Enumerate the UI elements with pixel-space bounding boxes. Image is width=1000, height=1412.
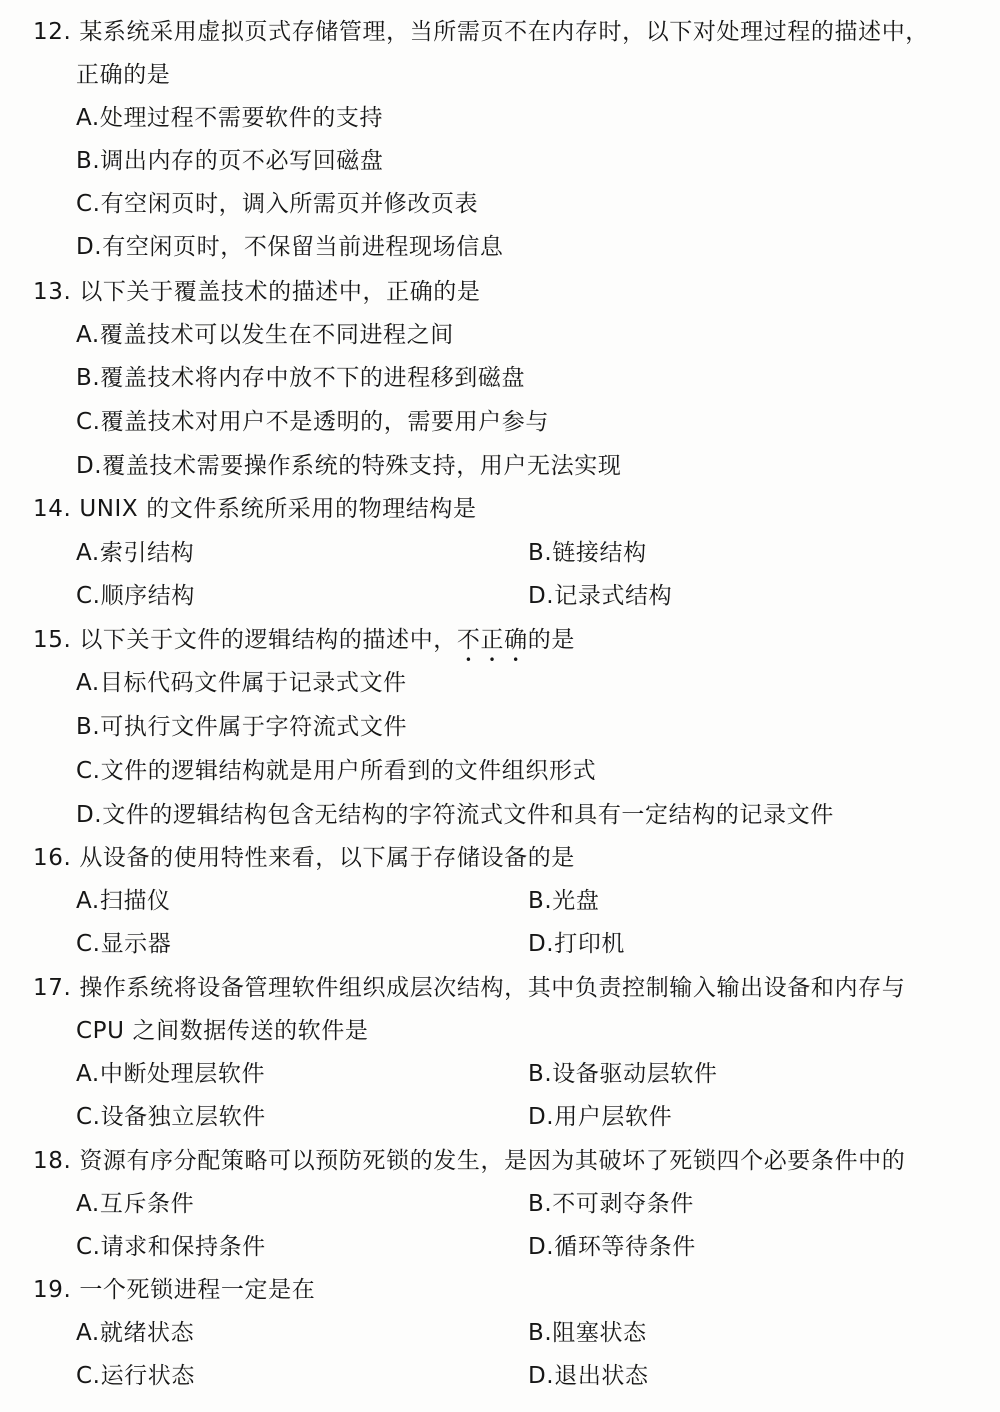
question-stem-text: 操作系统将设备管理软件组织成层次结构，其中负责控制输入输出设备和内存与 [79,975,906,1001]
question-number: 12. [33,19,72,45]
option-text: 有空闲页时，调入所需页并修改页表 [100,191,479,217]
option-letter: A. [76,540,100,566]
question-14-option-c [76,580,195,612]
question-19-stem [33,1274,315,1306]
question-13-option-d [76,450,621,482]
option-letter: B. [76,365,101,391]
option-text: 文件的逻辑结构就是用户所看到的文件组织形式 [100,758,597,784]
option-text: 文件的逻辑结构包含无结构的字符流式文件和具有一定结构的记录文件 [102,802,834,828]
question-18-stem [33,1145,905,1177]
question-12-option-a [76,102,383,134]
question-12-option-c [76,188,478,220]
question-number: 14. [33,496,72,522]
question-15-stem [33,624,575,667]
option-letter: A. [76,888,100,914]
question-16-option-b [528,885,600,917]
question-17-option-a [76,1058,265,1090]
question-12-stem-line-2: 正确的是 [76,62,171,88]
option-text: 运行状态 [100,1363,195,1389]
question-stem-text: 资源有序分配策略可以预防死锁的发生，是因为其破坏了死锁四个必要条件中的 [79,1148,906,1174]
question-stem-emphasis: 不正确 [456,627,528,653]
option-text: 有空闲页时，不保留当前进程现场信息 [102,234,504,260]
option-text: 索引结构 [99,540,195,566]
option-text: 覆盖技术需要操作系统的特殊支持，用户无法实现 [102,453,622,479]
question-16-option-d [528,928,625,960]
option-letter: C. [76,409,101,435]
question-13-stem [33,276,481,308]
option-letter: B. [528,1191,553,1217]
question-17-stem-line-1 [33,972,905,1004]
question-15-option-c [76,755,596,787]
option-text: 互斥条件 [99,1191,195,1217]
option-letter: B. [76,148,101,174]
question-number: 17. [33,975,72,1001]
option-text: 顺序结构 [100,583,195,609]
question-stem-text-after: 的是 [527,627,575,653]
question-stem-text: 以下关于覆盖技术的描述中，正确的是 [79,279,481,305]
option-text: 处理过程不需要软件的支持 [99,105,384,131]
question-15-option-b [76,711,407,743]
option-text: 显示器 [100,931,172,957]
option-letter: C. [76,583,101,609]
question-stem-text-before: 以下关于文件的逻辑结构的描述中， [79,627,457,653]
option-letter: C. [76,191,101,217]
question-number: 13. [33,279,72,305]
question-12-option-d [76,231,503,263]
option-text: 循环等待条件 [554,1234,696,1260]
question-12-option-b [76,145,384,177]
option-letter: A. [76,670,100,696]
question-number: 15. [33,627,72,653]
option-text: 覆盖技术对用户不是透明的，需要用户参与 [100,409,549,435]
question-18-option-d [528,1231,696,1263]
question-14-option-b [528,537,647,569]
option-text: 光盘 [552,888,600,914]
question-18-option-c [76,1231,266,1263]
option-text: 调出内存的页不必写回磁盘 [100,148,384,174]
option-letter: C. [76,931,101,957]
question-19-option-c [76,1360,195,1392]
option-text: 链接结构 [552,540,647,566]
option-text: 用户层软件 [554,1104,673,1130]
option-letter: D. [76,802,103,828]
question-14-option-d [528,580,672,612]
question-stem-text: 从设备的使用特性来看，以下属于存储设备的是 [79,845,575,871]
question-19-option-d [528,1360,649,1392]
option-text: 不可剥夺条件 [552,1191,694,1217]
option-text: 退出状态 [554,1363,649,1389]
option-letter: A. [76,1191,100,1217]
option-letter: C. [76,1234,101,1260]
question-stem-text: 某系统采用虚拟页式存储管理，当所需页不在内存时，以下对处理过程的描述中， [79,19,929,45]
question-15-option-d [76,799,834,831]
option-letter: D. [528,1363,555,1389]
question-stem-text: 一个死锁进程一定是在 [79,1277,316,1303]
option-letter: D. [528,1234,555,1260]
option-letter: B. [528,540,553,566]
question-number: 16. [33,845,72,871]
option-letter: A. [76,1061,100,1087]
option-letter: C. [76,1104,101,1130]
option-letter: C. [76,1363,101,1389]
question-19-option-b [528,1317,647,1349]
question-17-option-c [76,1101,266,1133]
question-number: 19. [33,1277,72,1303]
option-text: 设备独立层软件 [100,1104,266,1130]
option-letter: B. [528,1061,553,1087]
question-14-stem [33,493,477,525]
option-text: 扫描仪 [99,888,171,914]
option-letter: B. [76,714,101,740]
option-letter: A. [76,322,100,348]
option-letter: D. [76,453,103,479]
option-letter: B. [528,1320,553,1346]
option-text: 打印机 [554,931,626,957]
question-14-option-a [76,537,194,569]
option-letter: D. [528,931,555,957]
question-19-option-a [76,1317,194,1349]
question-16-stem [33,842,575,874]
option-text: 可执行文件属于字符流式文件 [100,714,408,740]
option-letter: D. [528,1104,555,1130]
question-13-option-a [76,319,454,351]
question-stem-text: UNIX 的文件系统所采用的物理结构是 [79,496,477,522]
option-letter: B. [528,888,553,914]
question-15-option-a [76,667,407,699]
question-13-option-c [76,406,549,438]
option-letter: A. [76,105,100,131]
option-text: 就绪状态 [99,1320,195,1346]
option-letter: D. [76,234,103,260]
option-text: 目标代码文件属于记录式文件 [99,670,407,696]
question-13-option-b [76,362,525,394]
option-letter: A. [76,1320,100,1346]
option-text: 请求和保持条件 [100,1234,266,1260]
question-18-option-a [76,1188,194,1220]
option-letter: C. [76,758,101,784]
option-text: 覆盖技术将内存中放不下的进程移到磁盘 [100,365,526,391]
question-17-option-d [528,1101,672,1133]
question-18-option-b [528,1188,694,1220]
question-17-option-b [528,1058,718,1090]
question-number: 18. [33,1148,72,1174]
option-letter: D. [528,583,555,609]
question-16-option-c [76,928,171,960]
option-text: 记录式结构 [554,583,673,609]
question-16-option-a [76,885,171,917]
option-text: 覆盖技术可以发生在不同进程之间 [99,322,454,348]
option-text: 阻塞状态 [552,1320,647,1346]
option-text: 中断处理层软件 [99,1061,266,1087]
question-12-stem-line-1 [33,16,929,48]
question-17-stem-line-2: CPU 之间数据传送的软件是 [76,1018,369,1044]
option-text: 设备驱动层软件 [552,1061,718,1087]
